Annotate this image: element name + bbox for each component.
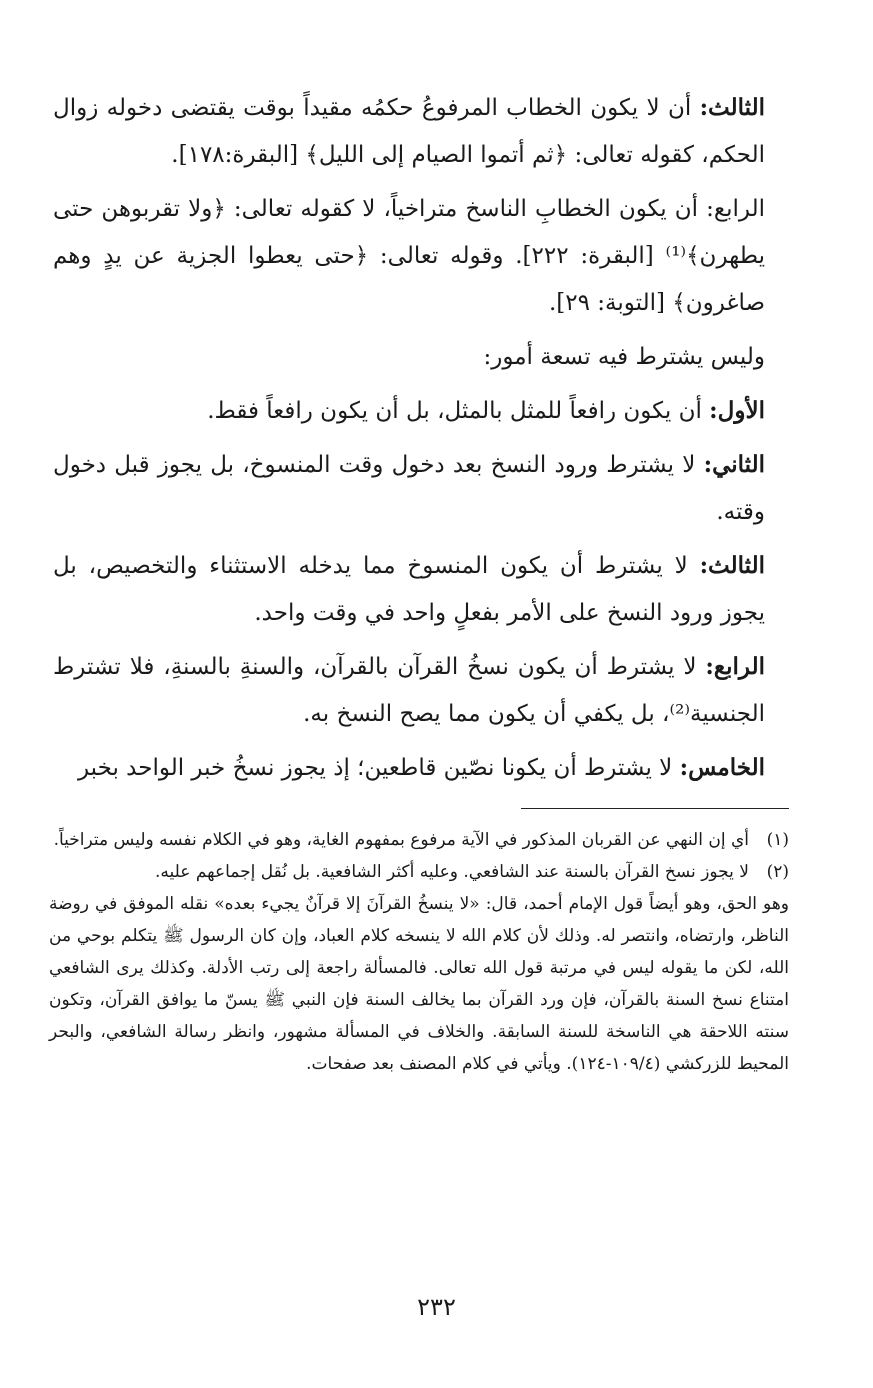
paragraph-label: الثالث:	[699, 552, 765, 579]
footnote	[49, 824, 789, 856]
paragraph-label: الخامس:	[679, 754, 765, 781]
paragraph	[53, 643, 765, 738]
paragraph-label: الثاني:	[703, 451, 765, 478]
paragraph	[53, 387, 765, 435]
paragraph-text: وليس يشترط فيه تسعة أمور:	[483, 344, 765, 370]
paragraph-label: الثالث:	[699, 94, 765, 121]
footnote-number: (٢)	[766, 862, 789, 882]
paragraph-text: أن لا يكون الخطاب المرفوعُ حكمُه مقيداً بوقت يقتضى دخوله زوال الحكم، كقوله تعالى: ﴿ثم أتموا الصيام إلى الليل﴾ [البقرة:١٧٨].	[53, 95, 765, 168]
paragraph	[53, 542, 765, 637]
paragraph-text: لا يشترط ورود النسخ بعد دخول وقت المنسوخ، بل يجوز قبل دخول وقته.	[53, 452, 765, 525]
paragraph-text: أن يكون رافعاً للمثل بالمثل، بل أن يكون رافعاً فقط.	[207, 398, 710, 424]
footnote-number: (١)	[766, 830, 789, 850]
footnote-text: أي إن النهي عن القربان المذكور في الآية مرفوع بمفهوم الغاية، وهو في الكلام نفسه وليس متراخياً.	[53, 830, 749, 850]
paragraph-label: الأول:	[709, 397, 765, 424]
footnote-divider	[521, 808, 789, 809]
paragraph	[53, 744, 765, 792]
main-text	[53, 84, 765, 798]
paragraph-text: الرابع: أن يكون الخطابِ الناسخ متراخياً، لا كقوله تعالى: ﴿ولا تقربوهن حتى يطهرن﴾⁽¹⁾ [البقرة: ٢٢٢]. وقوله تعالى: ﴿حتى يعطوا الجزية عن يدٍ وهم صاغرون﴾ [التوبة: ٢٩].	[53, 196, 765, 316]
footnote-continuation: وهو الحق، وهو أيضاً قول الإمام أحمد، قال: «لا ينسخُ القرآنَ إلا قرآنٌ يجيء بعده» نقله الموفق في روضة الناظر، وارتضاه، وانتصر له. وذلك لأن كلام الله لا ينسخه كلام العباد، وإن كان الرسول ﷺ يتكلم بوحي من الله، لكن ما يقوله ليس في مرتبة قول الله تعالى. فالمسألة راجعة إلى رتب الأدلة. وكذلك يرى الشافعي امتناع نسخ السنة بالقرآن، فإن ورد القرآن بما يخالف السنة فإن النبي ﷺ يسنّ ما يوافق القرآن، وتكون سنته اللاحقة هي الناسخة للسنة السابقة. والخلاف في المسألة مشهور، وانظر رسالة الشافعي، والبحر المحيط للزركشي (١٠٩/٤-١٢٤). ويأتي في كلام المصنف بعد صفحات.	[49, 894, 789, 1074]
paragraph	[53, 333, 765, 381]
paragraph-text: لا يشترط أن يكون المنسوخ مما يدخله الاستثناء والتخصيص، بل يجوز ورود النسخ على الأمر بفعلٍ واحد في وقت واحد.	[53, 553, 765, 626]
footnote-text: لا يجوز نسخ القرآن بالسنة عند الشافعي. وعليه أكثر الشافعية. بل نُقل إجماعهم عليه.	[155, 862, 749, 882]
paragraph	[53, 185, 765, 327]
footnotes	[49, 824, 789, 1080]
paragraph-text: لا يشترط أن يكونا نصّين قاطعين؛ إذ يجوز نسخُ خبر الواحد بخبر	[77, 755, 680, 781]
paragraph	[53, 441, 765, 536]
paragraph-text: لا يشترط أن يكون نسخُ القرآن بالقرآن، والسنةِ بالسنةِ، فلا تشترط الجنسية⁽²⁾، بل يكفي أن يكون مما يصح النسخ به.	[53, 654, 765, 727]
footnote	[49, 856, 789, 888]
paragraph-label: الرابع:	[705, 653, 765, 680]
page-number: ٢٣٢	[417, 1293, 456, 1321]
paragraph	[53, 84, 765, 179]
